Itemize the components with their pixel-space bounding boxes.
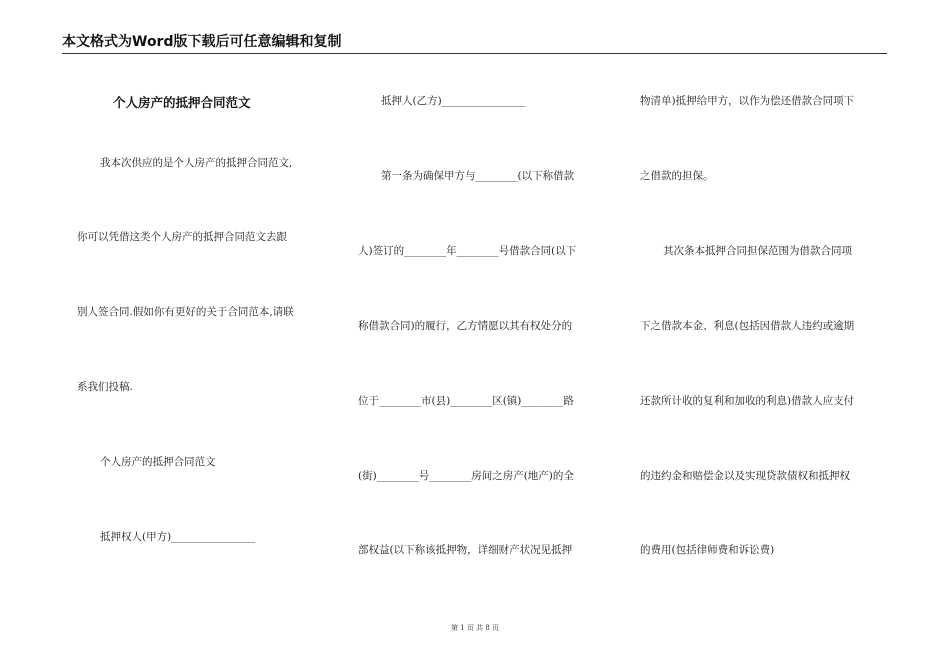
document-title: 个人房产的抵押合同范文 bbox=[113, 95, 251, 110]
header-divider bbox=[62, 53, 887, 54]
col2-line-1: 抵押人(乙方)________________ bbox=[381, 95, 526, 107]
col3-line-3: 其次条本抵押合同担保范围为借款合同项 bbox=[663, 245, 852, 257]
col1-line-2: 你可以凭借这类个人房产的抵押合同范文去跟 bbox=[77, 231, 287, 243]
col1-line-6: 抵押权人(甲方)________________ bbox=[100, 531, 256, 543]
page-number: 第 1 页 共 8 页 bbox=[450, 624, 500, 632]
col3-line-7: 的费用(包括律师费和诉讼费) bbox=[640, 544, 775, 556]
col2-line-7: 部权益(以下称该抵押物，详细财产状况见抵押 bbox=[358, 544, 573, 556]
col3-line-2: 之借款的担保。 bbox=[640, 170, 714, 182]
col1-line-5: 个人房产的抵押合同范文 bbox=[100, 456, 216, 468]
col1-line-4: 系我们投稿. bbox=[77, 381, 133, 393]
document-header-title: 本文格式为Word版下载后可任意编辑和复制 bbox=[62, 34, 342, 50]
col3-line-4: 下之借款本金、利息(包括因借款人违约或逾期 bbox=[640, 320, 855, 332]
col1-line-3: 别人签合同.假如你有更好的关于合同范本,请联 bbox=[77, 306, 294, 318]
col2-line-4: 称借款合同)的履行，乙方情愿以其有权处分的 bbox=[358, 320, 573, 332]
col2-line-6: (街)________号________房间之房产(地产)的全 bbox=[358, 470, 574, 482]
col2-line-5: 位于________市(县)________区(镇)________路 bbox=[358, 395, 574, 407]
col3-line-5: 还款所计收的复利和加收的利息)借款人应支付 bbox=[640, 395, 855, 407]
col3-line-6: 的违约金和赔偿金以及实现贷款债权和抵押权 bbox=[640, 470, 850, 482]
col2-line-2: 第一条为确保甲方与________(以下称借款 bbox=[381, 170, 575, 182]
col1-line-1: 我本次供应的是个人房产的抵押合同范文, bbox=[100, 157, 293, 169]
col3-line-1: 物清单)抵押给甲方，以作为偿还借款合同项下 bbox=[640, 95, 855, 107]
col2-line-3: 人)签订的________年________号借款合同(以下 bbox=[358, 245, 577, 257]
